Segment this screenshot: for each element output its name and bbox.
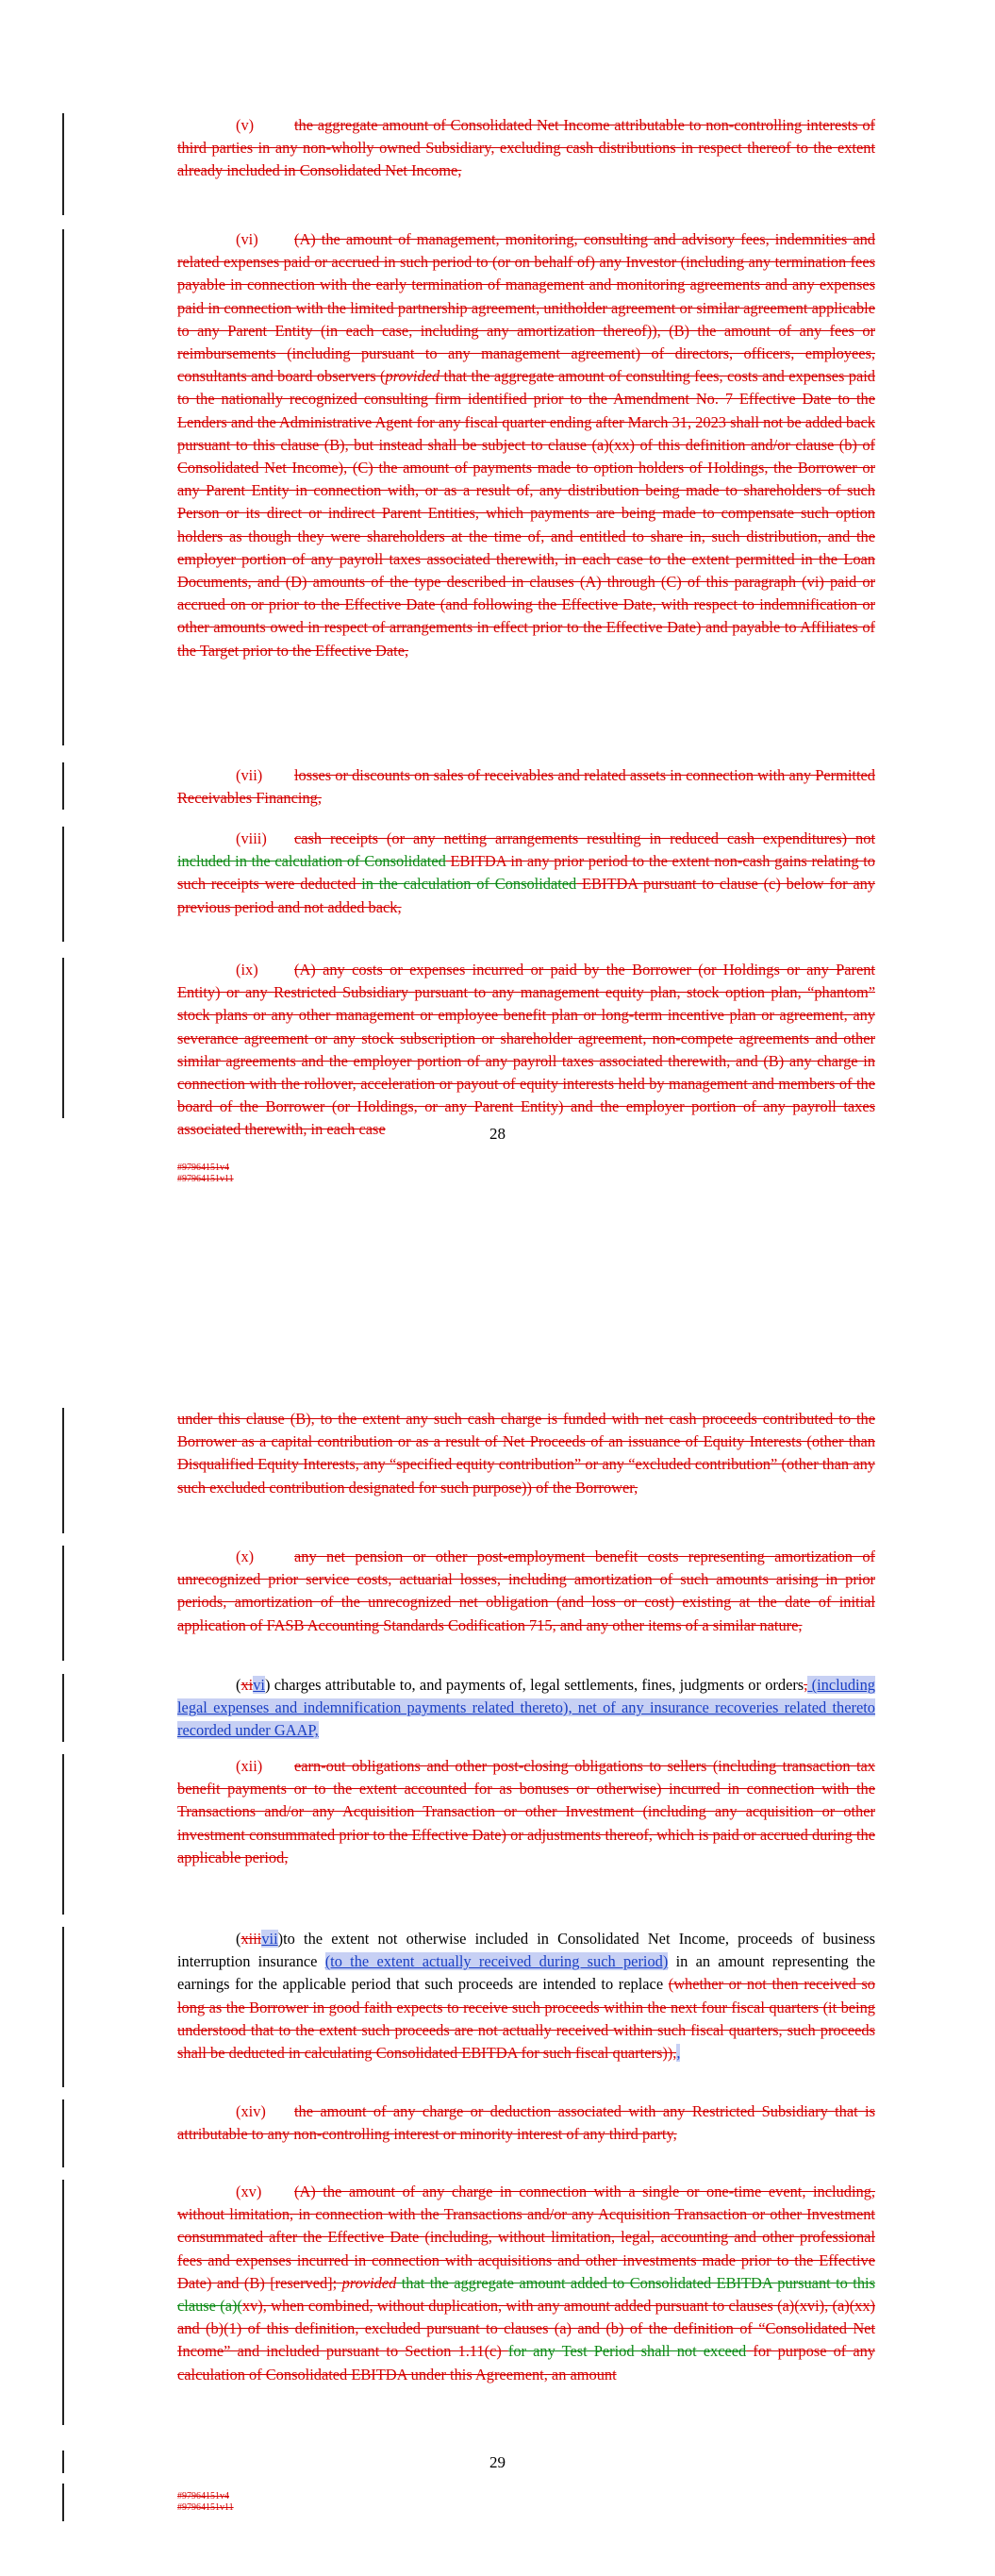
doc-footer <box>177 2491 234 2514</box>
clause-number: (v) <box>236 116 255 134</box>
page-28 <box>0 0 995 1217</box>
clause-text: charges attributable to, and payments of, legal settlements, fines, judgments or orders <box>270 1676 804 1694</box>
clause-number: (xv) <box>236 2183 262 2200</box>
clause-number: (xivi) <box>236 1676 271 1694</box>
footer-doc-id: #97964151v4 <box>177 1163 229 1173</box>
inserted-text: (to the extent actually received during such period) <box>324 1952 669 1971</box>
clause-vii-new <box>177 1928 875 2065</box>
clause-xii <box>177 1755 875 1869</box>
clause-text: the aggregate amount of Consolidated Net Income attributable to non-controlling interests of third parties in any non-wholly owned Subsidiary, excluding cash distributions in respect thereof to the extent already included in Consolidated Net Income, <box>177 116 875 180</box>
change-bar <box>62 229 64 745</box>
footer-doc-id: #97964151v4 <box>177 2491 229 2501</box>
clause-text: EBITDA pursuant to clause (c) below for any previous period and not added back, <box>177 875 876 916</box>
inserted-text: (including legal expenses and indemnification payments related thereto), net of any insurance recoveries related thereto recorded under GAAP, <box>177 1676 875 1740</box>
inserted-text: , <box>676 2044 681 2063</box>
provided-term: provided <box>385 367 440 386</box>
clause-text: any net pension or other post-employment benefit costs representing amortization of unrecognized prior service costs, actuarial losses, including amortization of such amounts arising in prior periods, amortization of the unrecognized net obligation (and loss or cost) existing at the date of initial application of FASB Accounting Standards Codification 715, and any other items of a similar nature, <box>177 1547 875 1634</box>
clause-text: the amount of any charge or deduction associated with any Restricted Subsidiary that is attributable to any non-controlling interest or minority interest of any third party, <box>177 2102 875 2144</box>
moved-text: for any Test Period shall not exceed <box>507 2342 747 2361</box>
clause-text: cash receipts (or any netting arrangements resulting in reduced cash expenditures) not <box>294 829 875 847</box>
deleted-text: (whether or not then received so long as the Borrower in good faith expects to receive such proceeds within the next four fiscal quarters (it being understood that to the extent such proceeds are not actually received within such fiscal quarters, such proceeds shall be deducted in calculating Consolidated EBITDA for such fiscal quarters)), <box>177 1975 875 2063</box>
moved-text: in the calculation of Consolidated <box>361 875 577 894</box>
change-bar <box>62 2484 64 2521</box>
change-bar <box>62 762 64 810</box>
clause-viii <box>177 828 875 919</box>
clause-text: earn-out obligations and other post-closing obligations to sellers (including transaction tax benefit payments or to the extent accounted for as bonuses or otherwise) incurred in connection with the Transactions and/or any Acquisition Transaction or other Investment (including any acquisition or other investment consummated prior to the Effective Date) or adjustments thereof, which is paid or accrued during the applicable period, <box>177 1757 875 1866</box>
clause-v <box>177 114 875 183</box>
change-bar <box>62 113 64 215</box>
deleted-comma: , <box>804 1676 808 1694</box>
clause-x <box>177 1546 875 1637</box>
clause-number: (xiiivii) <box>236 1930 284 1948</box>
change-bar <box>62 1927 64 2087</box>
page-29 <box>0 1359 995 2576</box>
clause-text: under this clause (B), to the extent any such cash charge is funded with net cash proceeds contributed to the Borrower as a capital contribution or as a result of Net Proceeds of an issuance of Equity Interests (other than Disqualified Equity Interests, any “specified equity contribution” or any “excluded contribution” (other than any such excluded contribution designated for such purpose)) of the Borrower, <box>177 1410 875 1497</box>
page-number: 28 <box>489 1125 506 1143</box>
clause-text: (A) the amount of any charge in connection with a single or one-time event, including, without limitation, in connection with the Transactions and/or any Acquisition Transaction or other Investment consummated after the Effective Date (including, without limitation, legal, accounting and other professional fees and expenses incurred in connection with acquisitions and other investments made prior to the Effective Date) and (B) [reserved]; <box>177 2183 875 2292</box>
change-bar <box>62 1408 64 1533</box>
moved-text: that the aggregate amount added to Consolidated EBITDA pursuant to this clause (a)( <box>177 2273 875 2316</box>
clause-ix <box>177 959 875 1142</box>
change-bar <box>62 2099 64 2167</box>
clause-text: EBITDA in any prior period to the extent non-cash gains relating to such receipts were deducted <box>177 852 875 894</box>
clause-text: (A) any costs or expenses incurred or paid by the Borrower (or Holdings or any Parent Entity) or any Restricted Subsidiary pursuant to any management equity plan, stock option plan, “phantom” stock plans or any other management or employee benefit plan or long-term incentive plan or agreement, any severance agreement or any stock subscription or shareholder agreement, non-compete agreements and other similar agreements and the employer portion of any payroll taxes associated therewith, and (B) any charge in connection with the rollover, acceleration or payout of equity interests held by management and members of the board of the Borrower (or Holdings, or any Parent Entity) and the employer portion of any payroll taxes associated therewith, in each case <box>177 961 875 1139</box>
clause-text: (A) the amount of management, monitoring, consulting and advisory fees, indemnities and related expenses paid or accrued in such period to (or on behalf of) any Investor (including any termination fees payable in connection with the early termination of management and monitoring agreements and any expenses paid in connection with the limited partnership agreement, unitholder agreement or similar agreement applicable to any Parent Entity (in each case, including any amortization thereof)), (B) the amount of any fees or reimbursements (including pursuant to any management agreement) of directors, officers, employees, consultants and board observers ( <box>177 230 875 386</box>
clause-text: xv), when combined, without duplication, with any amount added pursuant to clauses (a)(xvi), (a)(xx) and (b)(1) of this definition, excluded pursuant to clauses (a) and (b) of the definition of “Consolidated Net Income” and included pursuant to Section 1.11(c) <box>177 2297 875 2361</box>
clause-text: for purpose of any calculation of Consolidated EBITDA under this Agreement, an amount <box>177 2342 876 2384</box>
clause-ix-continued <box>177 1408 875 1499</box>
change-bar <box>62 1546 64 1661</box>
provided-term: provided <box>341 2273 397 2292</box>
clause-text: that the aggregate amount of consulting fees, costs and expenses paid to the nationally recognized consulting firm identified prior to the Amendment No. 7 Effective Date to the Lenders and the Administrative Agent for any fiscal quarter ending after March 31, 2023 shall not be added back pursuant to this clause (B), but instead shall be subject to clause (a)(xx) of this definition and/or clause (b) of Consolidated Net Income), (C) the amount of payments made to option holders of Holdings, the Borrower or any Parent Entity in connection with, or as a result of, any distribution being made to shareholders of such Person or its direct or indirect Parent Entities, which payments are being made to compensate such option holders as though they were shareholders at the time of, and entitled to share in, such distribution, and the employer portion of any payroll taxes associated therewith, in each case to the extent permitted in the Loan Documents, and (D) amounts of the type described in clauses (A) through (C) of this paragraph (vi) paid or accrued on or prior to the Effective Date (and following the Effective Date, with respect to indemnification or other amounts owed in respect of arrangements in effect prior to the Effective Date) and payable to Affiliates of the Target prior to the Effective Date, <box>177 367 875 660</box>
clause-text: to the extent not otherwise included in Consolidated Net Income, proceeds of business interruption insurance <box>177 1930 875 1971</box>
clause-text: in an amount representing the earnings for the applicable period that such proceeds are intended to replace <box>177 1952 875 1994</box>
clause-vii <box>177 764 875 810</box>
clause-number: (x) <box>236 1547 255 1565</box>
change-bar <box>62 2180 64 2425</box>
clause-xv <box>177 2181 875 2386</box>
clause-vi-new <box>177 1674 875 1743</box>
clause-number: (vii) <box>236 766 263 784</box>
change-bar <box>62 958 64 1118</box>
clause-number: (vi) <box>236 230 258 248</box>
clause-number: (viii) <box>236 829 267 847</box>
clause-text: losses or discounts on sales of receivables and related assets in connection with any Permitted Receivables Financing, <box>177 766 875 808</box>
footer-doc-id: #97964151v11 <box>177 1174 234 1184</box>
clause-number: (xii) <box>236 1757 263 1775</box>
change-bar <box>62 1754 64 1915</box>
clause-xiv <box>177 2100 875 2146</box>
doc-footer <box>177 1163 234 1185</box>
clause-number: (ix) <box>236 961 258 979</box>
page-number: 29 <box>489 2453 506 2471</box>
footer-doc-id: #97964151v11 <box>177 2502 234 2513</box>
moved-text: included in the calculation of Consolidated <box>177 852 446 871</box>
clause-number: (xiv) <box>236 2102 266 2120</box>
change-bar <box>62 827 64 942</box>
change-bar <box>62 1674 64 1742</box>
clause-vi <box>177 228 875 662</box>
